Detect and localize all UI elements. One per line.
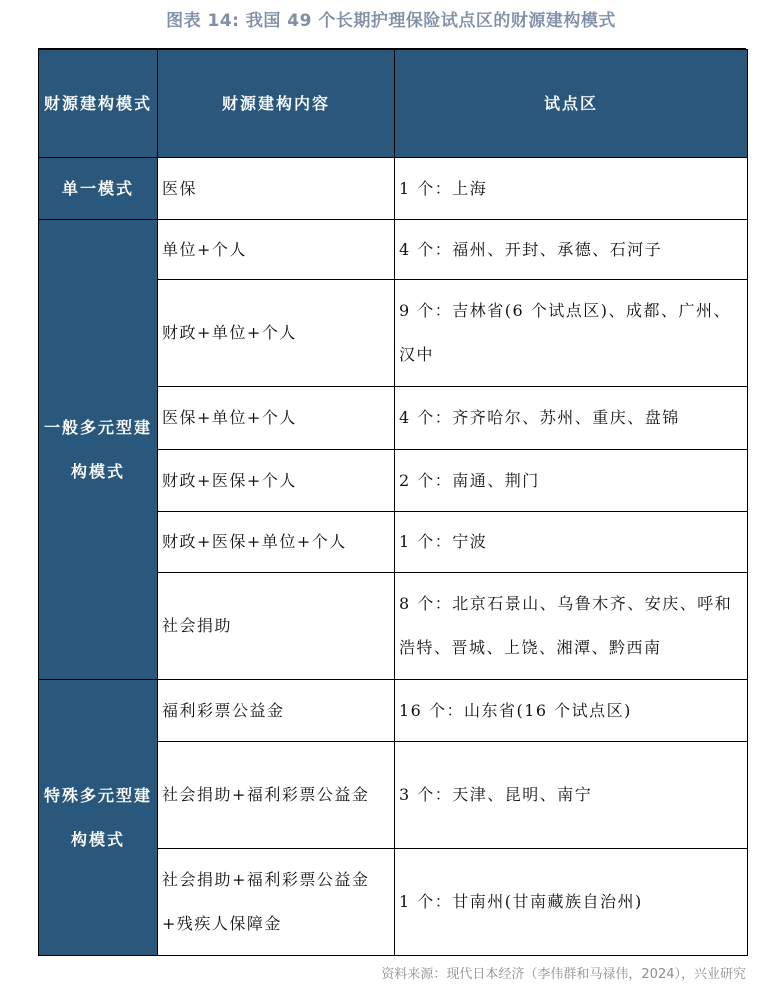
content-cell: 单位+个人: [158, 220, 395, 280]
content-cell: 医保+单位+个人: [158, 387, 395, 450]
pilots-cell: 3 个：天津、昆明、南宁: [395, 742, 748, 849]
content-cell: 医保: [158, 158, 395, 220]
mode-single: 单一模式: [39, 158, 158, 220]
table-row: [39, 220, 748, 280]
header-pilots: 试点区: [395, 50, 748, 158]
header-mode: 财源建构模式: [39, 50, 158, 158]
figure-title: 图表 14: 我国 49 个长期护理保险试点区的财源建构模式: [166, 11, 616, 31]
pilots-cell: 4 个：齐齐哈尔、苏州、重庆、盘锦: [395, 387, 748, 450]
pilots-cell: 8 个：北京石景山、乌鲁木齐、安庆、呼和浩特、晋城、上饶、湘潭、黔西南: [395, 573, 748, 680]
content-cell: 财政+医保+个人: [158, 450, 395, 512]
financing-model-table: [38, 49, 748, 956]
pilots-cell: 4 个：福州、开封、承德、石河子: [395, 220, 748, 280]
pilots-cell: 9 个：吉林省(6 个试点区)、成都、广州、汉中: [395, 280, 748, 387]
mode-general-multi: 一般多元型建构模式: [39, 220, 158, 680]
header-content: 财源建构内容: [158, 50, 395, 158]
pilots-cell: 16 个：山东省(16 个试点区): [395, 680, 748, 742]
content-cell: 社会捐助+福利彩票公益金: [158, 742, 395, 849]
mode-special-multi: 特殊多元型建构模式: [39, 680, 158, 956]
content-cell: 福利彩票公益金: [158, 680, 395, 742]
pilots-cell: 1 个：甘南州(甘南藏族自治州): [395, 849, 748, 956]
source-note: 资料来源：现代日本经济（李伟群和马禄伟，2024），兴业研究: [381, 967, 746, 982]
content-cell: 社会捐助: [158, 573, 395, 680]
content-cell: 财政+医保+单位+个人: [158, 512, 395, 573]
pilots-cell: 1 个：上海: [395, 158, 748, 220]
table-row: [39, 680, 748, 742]
table-row: [39, 158, 748, 220]
content-cell: 财政+单位+个人: [158, 280, 395, 387]
content-cell: 社会捐助+福利彩票公益金+残疾人保障金: [158, 849, 395, 956]
pilots-cell: 1 个：宁波: [395, 512, 748, 573]
pilots-cell: 2 个：南通、荆门: [395, 450, 748, 512]
